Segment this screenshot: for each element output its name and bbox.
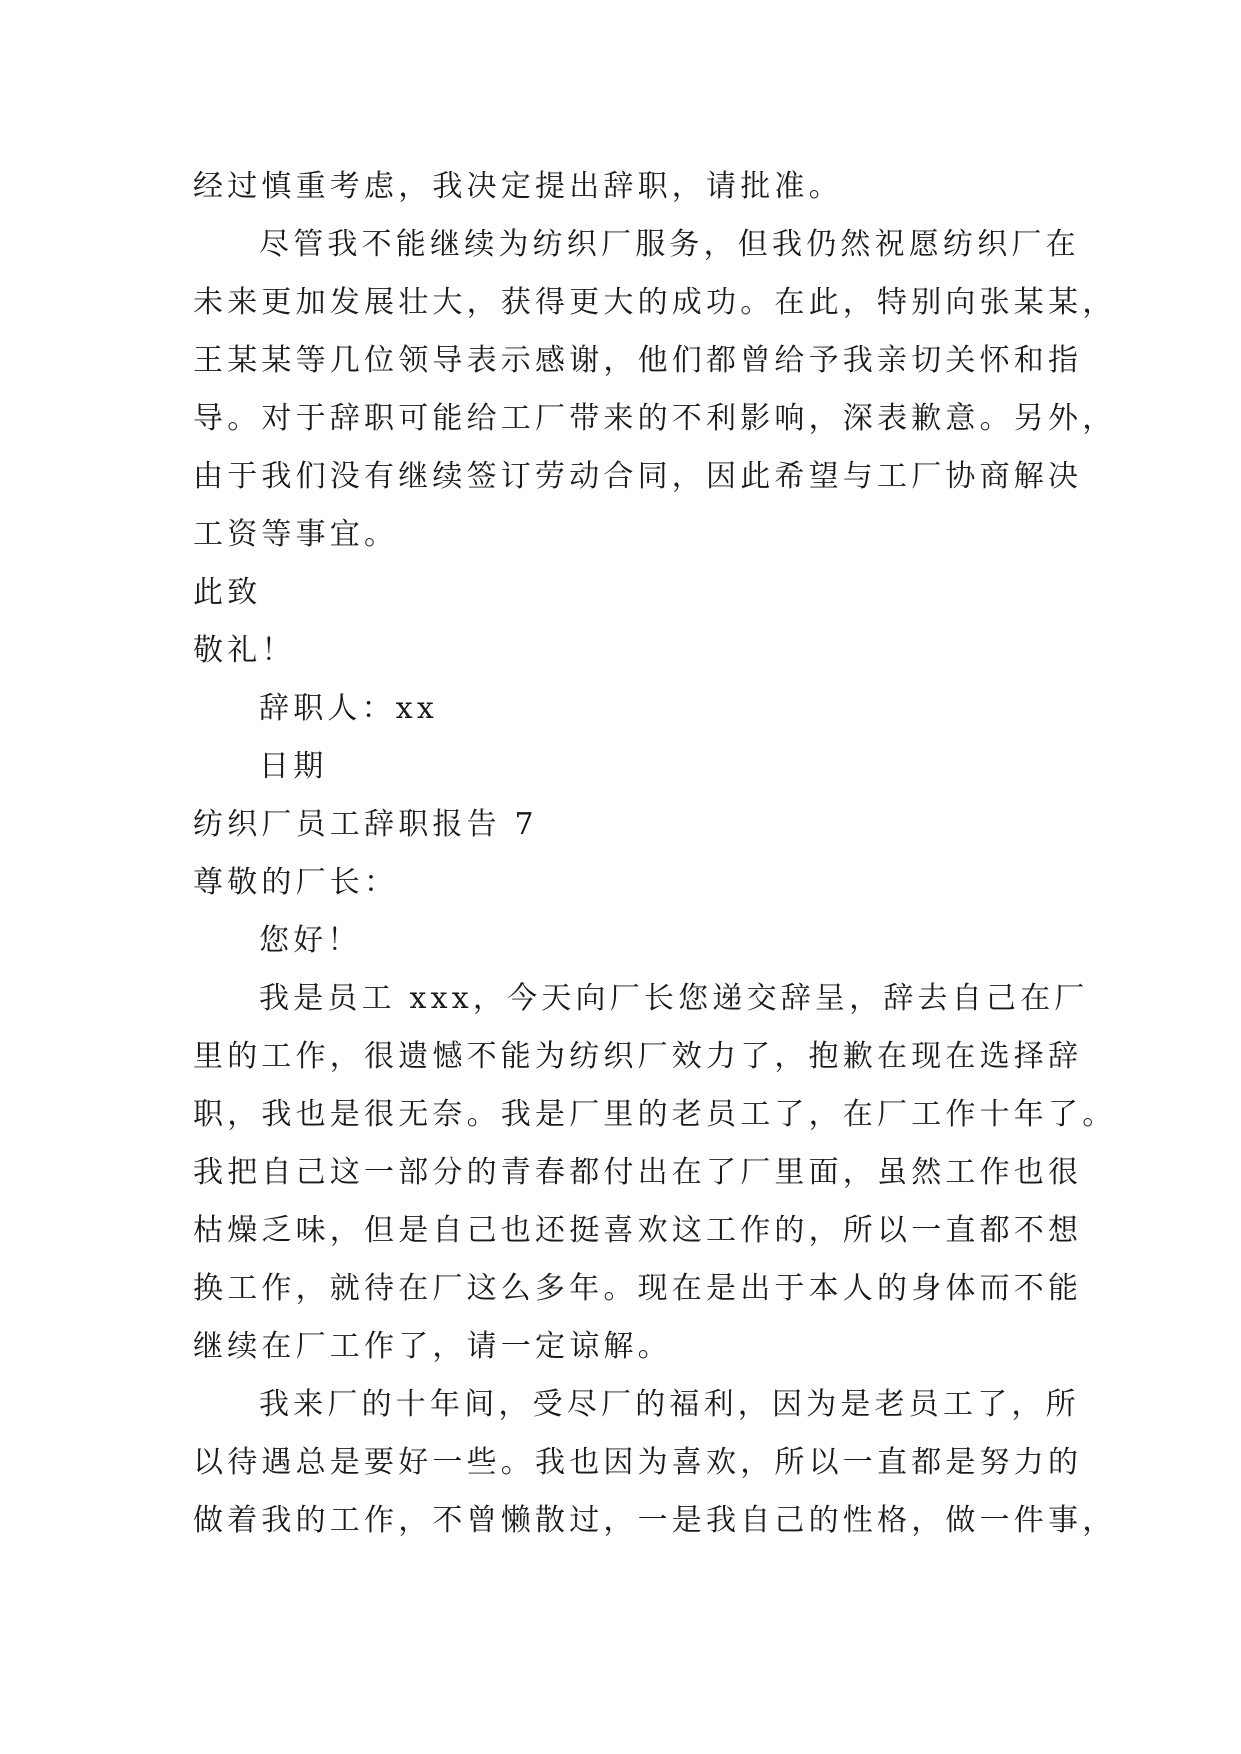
text-line: 枯燥乏味，但是自己也还挺喜欢这工作的，所以一直都不想 <box>193 1213 1083 1248</box>
section-title: 纺织厂员工辞职报告 7 <box>193 807 538 842</box>
closing-regards: 敬礼！ <box>193 633 296 668</box>
greeting-recipient: 尊敬的厂长： <box>193 865 399 900</box>
text-line: 我是员工 xxx，今天向厂长您递交辞呈，辞去自己在厂 <box>259 981 1089 1016</box>
text-line: 继续在厂工作了，请一定谅解。 <box>193 1329 672 1364</box>
text-line: 由于我们没有继续签订劳动合同，因此希望与工厂协商解决 <box>193 459 1083 494</box>
text-line: 做着我的工作，不曾懒散过，一是我自己的性格，做一件事， <box>193 1503 1117 1538</box>
document-body <box>193 158 1117 1550</box>
text-line: 王某某等几位领导表示感谢，他们都曾给予我亲切关怀和指 <box>193 343 1083 378</box>
text-line: 我来厂的十年间，受尽厂的福利，因为是老员工了，所 <box>259 1387 1080 1422</box>
text-line: 里的工作，很遗憾不能为纺织厂效力了，抱歉在现在选择辞 <box>193 1039 1083 1074</box>
text-line: 我把自己这一部分的青春都付出在了厂里面，虽然工作也很 <box>193 1155 1083 1190</box>
closing-salutation: 此致 <box>193 575 262 610</box>
text-line: 导。对于辞职可能给工厂带来的不利影响，深表歉意。另外， <box>193 401 1117 436</box>
greeting: 您好！ <box>259 923 362 958</box>
date-line: 日期 <box>259 749 328 784</box>
text-line: 换工作，就待在厂这么多年。现在是出于本人的身体而不能 <box>193 1271 1083 1306</box>
text-line: 职，我也是很无奈。我是厂里的老员工了，在厂工作十年了。 <box>193 1097 1117 1132</box>
text-line: 以待遇总是要好一些。我也因为喜欢，所以一直都是努力的 <box>193 1445 1083 1480</box>
text-line: 尽管我不能继续为纺织厂服务，但我仍然祝愿纺织厂在 <box>259 227 1080 262</box>
text-line: 经过慎重考虑，我决定提出辞职，请批准。 <box>193 169 843 204</box>
signature-line: 辞职人：xx <box>259 691 439 726</box>
text-line: 未来更加发展壮大，获得更大的成功。在此，特别向张某某， <box>193 285 1117 320</box>
text-line: 工资等事宜。 <box>193 517 399 552</box>
